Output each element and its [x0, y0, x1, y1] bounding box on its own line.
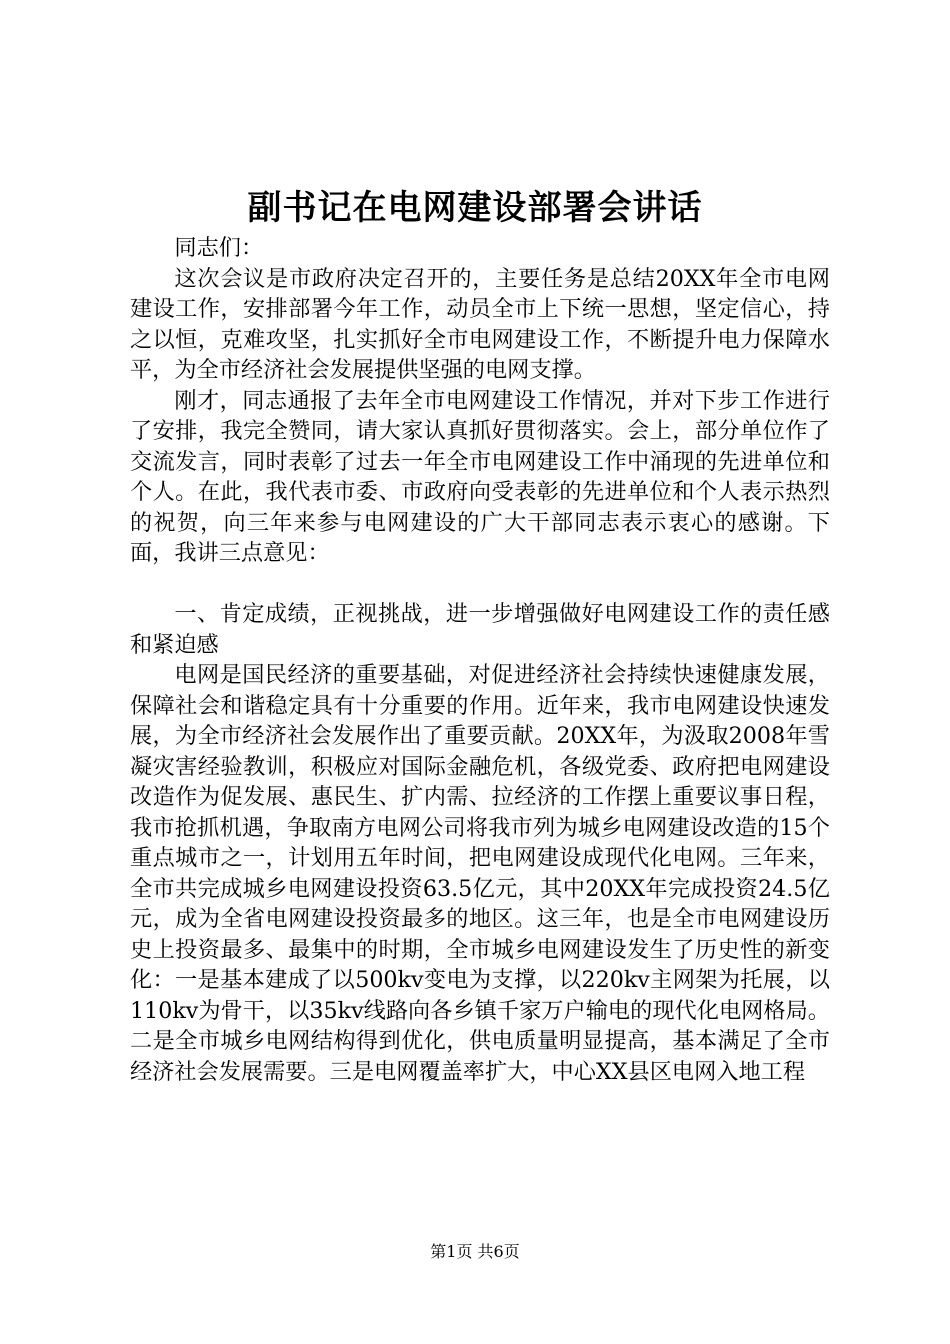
body-paragraph: 这次会议是市政府决定召开的，主要任务是总结20XX年全市电网建设工作，安排部署今年工作，动员全市上下统一思想，坚定信心，持之以恒，克难攻坚，扎实抓好全市电网建设工作，不断提升电力保障水平，为全市经济社会发展提供坚强的电网支撑。 — [130, 265, 830, 383]
body-paragraph: 刚才，同志通报了去年全市电网建设工作情况，并对下步工作进行了安排，我完全赞同，请大家认真抓好贯彻落实。会上，部分单位作了交流发言，同时表彰了过去一年全市电网建设工作中涌现的先进单位和个人。在此，我代表市委、市政府向受表彰的先进单位和个人表示热烈的祝贺，向三年来参与电网建设的广大干部同志表示衷心的感谢。下面，我讲三点意见： — [130, 387, 830, 566]
page-footer: 第1页 共6页 — [430, 1242, 520, 1261]
salutation-paragraph: 同志们： — [174, 235, 264, 261]
section-heading: 一、肯定成绩，正视挑战，进一步增强做好电网建设工作的责任感和紧迫感 — [130, 601, 830, 658]
body-paragraph: 电网是国民经济的重要基础，对促进经济社会持续快速健康发展，保障社会和谐稳定具有十分重要的作用。近年来，我市电网建设快速发展，为全市经济社会发展作出了重要贡献。20XX年，为汲取2008年雪凝灾害经验教训，积极应对国际金融危机，各级党委、政府把电网建设改造作为促发展、惠民生、扩内需、拉经济的工作摆上重要议事日程，我市抢抓机遇，争取南方电网公司将我市列为城乡电网建设改造的15个重点城市之一，计划用五年时间，把电网建设成现代化电网。三年来，全市共完成城乡电网建设投资63.5亿元，其中20XX年完成投资24.5亿元，成为全省电网建设投资最多的地区。这三年，也是全市电网建设历史上投资最多、最集中的时期，全市城乡电网建设发生了历史性的新变化：一是基本建成了以500kv变电为支撑，以220kv主网架为托展，以110kv为骨干，以35kv线路向各乡镇千家万户输电的现代化电网格局。二是全市城乡电网结构得到优化，供电质量明显提高，基本满足了全市经济社会发展需要。三是电网覆盖率扩大，中心XX县区电网入地工程 — [130, 662, 830, 1085]
document-title: 副书记在电网建设部署会讲话 — [247, 188, 703, 228]
document-body — [130, 233, 830, 1087]
